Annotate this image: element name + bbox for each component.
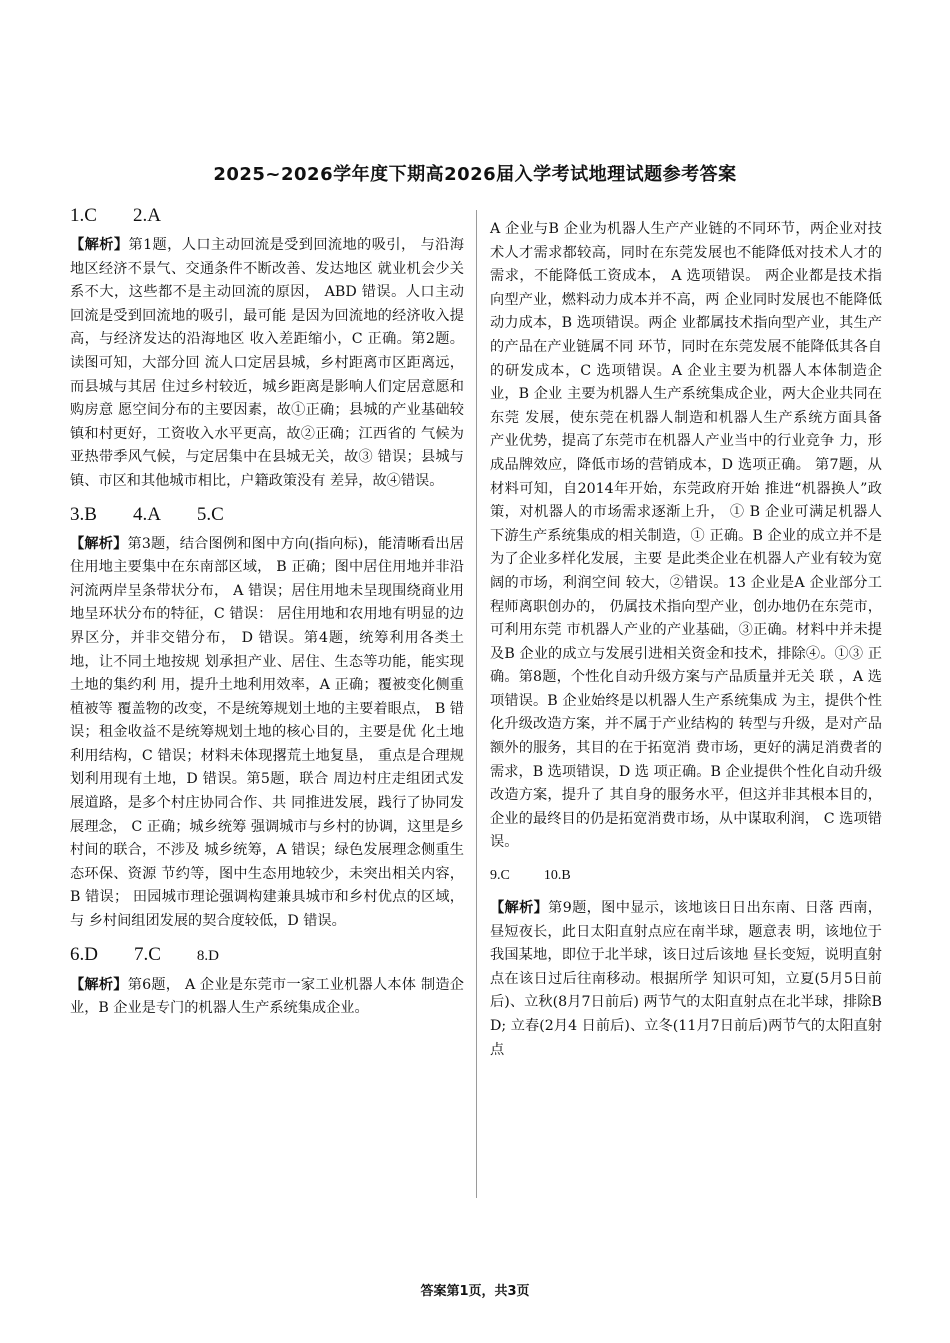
answer-key: 3.B — [70, 503, 97, 525]
explanation-paragraph — [490, 897, 882, 1062]
explanation-text: 第9题，图中显示，该地该日日出东南、日落 西南，昼短夜长，此日太阳直射点应在南半球，题意表 明，该地位于我国某地，即位于北半球，该日过后该地 昼长变短，说明直射点在该日过后往南移动。根据所学 知识可知，立夏(5月5日前后)、立秋(8月7日前后) 两节气的太阳直射点在北半球，排除BD; 立春(2月4 日前后)、立冬(11月7日前后)两节气的太阳直射点 — [490, 900, 882, 1058]
answer-line-4 — [490, 865, 882, 887]
explanation-paragraph — [70, 974, 464, 1021]
page-footer: 答案第1页，共3页 — [420, 1284, 530, 1299]
answer-key: 1.C — [70, 205, 97, 226]
explanation-paragraph: A 企业与B 企业为机器人生产产业链的不同环节，两企业对技术人才需求都较高，同时在东莞发展也不能降低对技术人才的需求，不能降低工资成本， A 选项错误。 两企业都是技术指向型产业，燃料动力成本并不高，两 企业同时发展也不能降低动力成本，B 选项错误。两企 业都属技术指向型产业，其生产的产品在产业链属不同 环节，同时在东莞发展不能降低其各自的研发成本，C 选项错误。A 企业主要为机器人本体制造企业，B 企业 主要为机器人生产系统集成企业，两大企业共同在东莞 发展，使东莞在机器人制造和机器人生产系统方面具备 产业优势，提高了东莞市在机器人产业当中的行业竞争 力，形成品牌效应，降低市场的营销成本，D 选项正确。 第7题，从材料可知，自2014年开始，东莞政府开始 推进“机器换人”政策，对机器人的市场需求逐渐上升， ① B 企业可满足机器人下游生产系统集成的相关制造，① 正确。B 企业的成立并不是为了企业多样化发展，主要 是此类企业在机器人产业有较为宽阔的市场，利润空间 较大，②错误。13 企业是A 企业部分工程师离职创办的， 仍属技术指向型产业，创办地仍在东莞市，可利用东莞 市机器人产业的产业基础，③正确。材料中并未提及B 企业的成立与发展引进相关资金和技术，排除④。①③ 正确。第8题，个性化自动升级方案与产品质量并无关 联 ，A 选项错误。B 企业始终是以机器人生产系统集成 为主，提供个性化升级改造方案，并不属于产业结构的 转型与升级，是对产品额外的服务，其目的在于拓宽消 费市场，更好的满足消费者的需求，B 选项错误，D 选 项正确。B 企业提供个性化自动升级改造方案，提升了 其自身的服务水平，但这并非其根本目的，企业的最终目的仍是拓宽消费市场，从中谋取利润， C 选项错误。 — [490, 221, 882, 851]
answer-key: 10.B — [543, 868, 571, 884]
answer-key: 5.C — [196, 503, 224, 525]
answer-key: 8.D — [196, 947, 220, 964]
explanation-paragraph — [70, 234, 464, 494]
explanation-text: 第6题， A 企业是东莞市一家工业机器人本体 制造企业，B 企业是专门的机器人生产系统集成企业。 — [70, 976, 464, 1017]
explanation-label: 【解析】 — [70, 535, 128, 552]
answer-key: 7.C — [133, 943, 161, 965]
explanation-label: 【解析】 — [70, 976, 128, 993]
explanation-label: 【解析】 — [70, 237, 129, 253]
answer-key: 2.A — [132, 205, 161, 226]
page-title: 2025~2026学年度下期高2026届入学考试地理试题参考答案 — [213, 164, 737, 185]
explanation-label: 【解析】 — [490, 900, 549, 917]
column-divider — [476, 210, 477, 1198]
answer-line-3 — [70, 942, 464, 969]
explanation-paragraph — [70, 533, 464, 934]
answer-line-2 — [70, 502, 464, 528]
answer-key: 4.A — [132, 503, 161, 525]
explanation-text: 第1题，人口主动回流是受到回流地的吸引， 与沿海地区经济不景气、交通条件不断改善、发达地区 就业机会少关系不大，这些都不是主动回流的原因， ABD 错误。人口主动回流是受到回流地的吸引，最可能 是因为回流地的经济收入提高，与经济发达的沿海地区 收入差距缩小，C 正确。第2题。读图可知，大部分回 流人口定居县城，乡村距离市区距离远，而县城与其居 住过乡村较近，城乡距离是影响人们定居意愿和购房意 愿空间分布的主要因素，故①正确；县城的产业基础较 镇和村更好，工资收入水平更高，故②正确；江西省的 气候为亚热带季风气候，与定居集中在县城无关，故③ 错误；县城与镇、市区和其他城市相比，户籍政策没有 差异，故④错误。 — [70, 237, 464, 489]
answer-line-1 — [70, 203, 464, 229]
left-column — [70, 203, 464, 1025]
explanation-text: 第3题，结合图例和图中方向(指向标)，能清晰看出居住用地主要集中在东南部区域， B 正确；图中居住用地并非沿河流两岸呈条带状分布， A 错误；居住用地未呈现围绕商业用地呈环状分布的特征，C 错误： 居住用地和农用地有明显的边界区分，并非交错分布， D 错误。第4题，统筹利用各类土地，让不同土地按规 划承担产业、居住、生态等功能，能实现土地的集约利 用，提升土地利用效率，A 正确；覆被变化侧重植被等 覆盖物的改变，不是统筹规划土地的主要着眼点， B 错 误；租金收益不是统筹规划土地的核心目的，主要是优 化土地利用结构，C 错误；材料未体现撂荒土地复垦， 重点是合理规划利用现有土地，D 错误。第5题，联合 周边村庄走组团式发展道路，是多个村庄协同合作、共 同推进发展，践行了协同发展理念， C 正确；城乡统筹 强调城市与乡村的协调，这里是乡村间的联合，不涉及 城乡统筹，A 错误；绿色发展理念侧重生态环保、资源 节约等，图中生态用地较少，未突出相关内容，B 错误； 田园城市理论强调构建兼具城市和乡村优点的区域，与 乡村间组团发展的契合度较低，D 错误。 — [70, 535, 464, 930]
answer-key: 9.C — [490, 868, 510, 884]
answer-key: 6.D — [70, 943, 98, 965]
right-column — [490, 218, 882, 1066]
